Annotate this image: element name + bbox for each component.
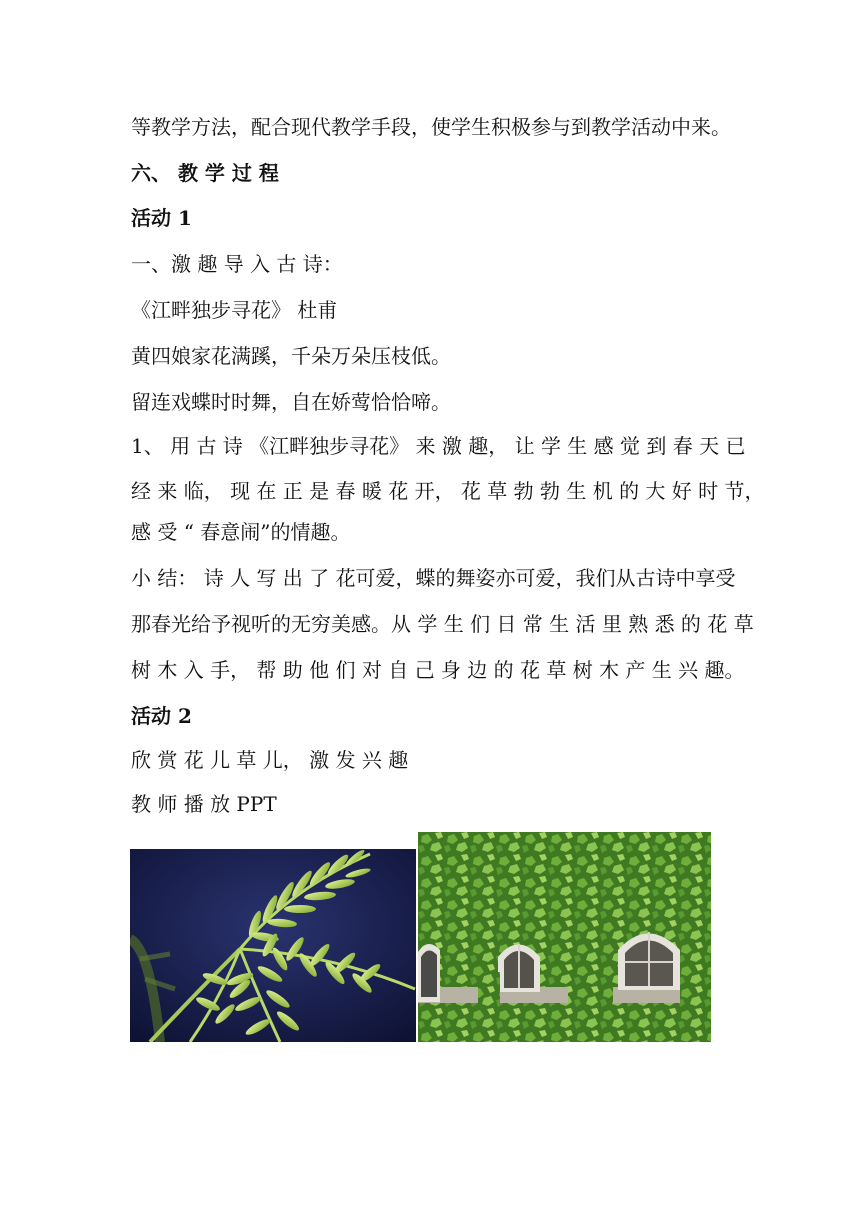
poem-title: 《江畔独步寻花》 杜甫 <box>131 298 338 322</box>
summary-line-1: 小 结： 诗 人 写 出 了 花可爱，蝶的舞姿亦可爱，我们从古诗中享受 <box>131 566 736 590</box>
subheading-intro-poem: 一、激 趣 导 入 古 诗： <box>131 252 343 276</box>
ppt-note: 教 师 播 放 PPT <box>131 792 277 816</box>
mimosa-leaf-photo <box>130 849 416 1042</box>
summary-line-2: 那春光给予视听的无穷美感。从 学 生 们 日 常 生 活 里 熟 悉 的 花 草 <box>131 612 754 636</box>
poem-line-1: 黄四娘家花满蹊，千朵万朵压枝低。 <box>131 344 451 368</box>
activity-1-heading: 活动 1 <box>131 206 192 230</box>
paragraph-1-line-1: 1、 用 古 诗 《江畔独步寻花》 来 激 趣， 让 学 生 感 觉 到 春 天 已 <box>131 434 746 458</box>
activity-2-subheading: 欣 赏 花 儿 草 儿， 激 发 兴 趣 <box>131 748 409 772</box>
ivy-covered-wall-photo <box>418 832 711 1042</box>
section-heading-teaching-process: 六、 教 学 过 程 <box>131 161 279 185</box>
paragraph-1-line-2: 经 来 临， 现 在 正 是 春 暖 花 开， 花 草 勃 勃 生 机 的 大 好 时 节， <box>131 479 765 503</box>
summary-line-3: 树 木 入 手， 帮 助 他 们 对 自 己 身 边 的 花 草 树 木 产 生 兴 趣。 <box>131 658 745 682</box>
paragraph-1-line-3: 感 受 “ 春意闹”的情趣。 <box>131 520 351 544</box>
activity-2-heading: 活动 2 <box>131 704 192 728</box>
paragraph-teaching-methods: 等教学方法，配合现代教学手段，使学生积极参与到教学活动中来。 <box>131 115 731 139</box>
poem-line-2: 留连戏蝶时时舞，自在娇莺恰恰啼。 <box>131 390 451 414</box>
